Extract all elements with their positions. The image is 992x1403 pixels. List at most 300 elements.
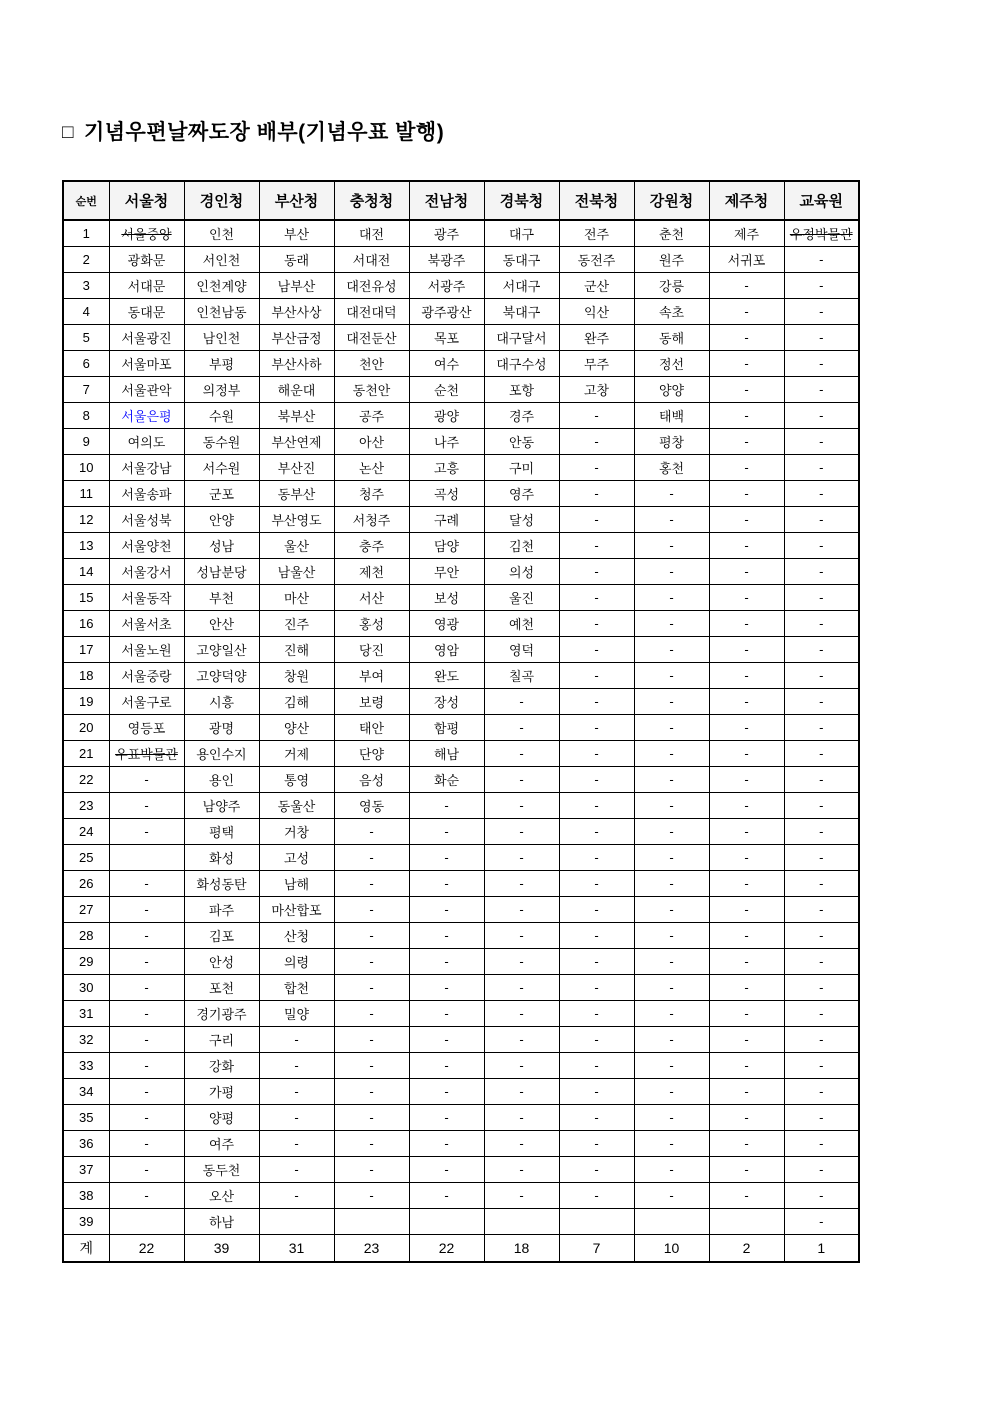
total-value-cell: 23	[334, 1235, 409, 1263]
table-cell: 영주	[484, 481, 559, 507]
table-cell: -	[634, 1183, 709, 1209]
table-cell: 광양	[409, 403, 484, 429]
total-value-cell: 39	[184, 1235, 259, 1263]
row-number-cell: 13	[63, 533, 109, 559]
table-cell: 충주	[334, 533, 409, 559]
table-cell: -	[709, 507, 784, 533]
table-cell: -	[634, 637, 709, 663]
table-cell: 제주	[709, 220, 784, 247]
table-cell: -	[559, 1183, 634, 1209]
table-cell: 함평	[409, 715, 484, 741]
table-cell: -	[484, 1131, 559, 1157]
table-cell: 남해	[259, 871, 334, 897]
table-cell: 동래	[259, 247, 334, 273]
row-number-cell: 35	[63, 1105, 109, 1131]
table-cell: 수원	[184, 403, 259, 429]
row-number-cell: 36	[63, 1131, 109, 1157]
table-cell: -	[784, 585, 859, 611]
table-cell: -	[634, 559, 709, 585]
table-cell: -	[784, 1183, 859, 1209]
table-cell: -	[409, 819, 484, 845]
table-cell: -	[334, 1105, 409, 1131]
table-cell: -	[484, 1183, 559, 1209]
table-cell: 우표박물관	[109, 741, 184, 767]
table-cell: 공주	[334, 403, 409, 429]
table-cell: -	[634, 819, 709, 845]
table-cell: -	[409, 1001, 484, 1027]
row-number-cell: 1	[63, 220, 109, 247]
row-number-cell: 27	[63, 897, 109, 923]
table-cell: -	[559, 975, 634, 1001]
table-cell: 곡성	[409, 481, 484, 507]
column-header: 충청청	[334, 181, 409, 220]
table-cell: -	[334, 897, 409, 923]
table-cell: 구례	[409, 507, 484, 533]
table-row	[63, 975, 859, 1001]
column-header: 부산청	[259, 181, 334, 220]
table-cell: -	[334, 1131, 409, 1157]
table-cell: -	[484, 819, 559, 845]
table-cell: -	[334, 923, 409, 949]
table-cell: -	[634, 611, 709, 637]
table-row	[63, 429, 859, 455]
table-cell: -	[709, 897, 784, 923]
row-number-cell: 9	[63, 429, 109, 455]
table-cell: -	[709, 533, 784, 559]
table-cell: -	[634, 767, 709, 793]
table-cell: -	[634, 1157, 709, 1183]
table-cell: 평택	[184, 819, 259, 845]
table-cell: -	[634, 507, 709, 533]
table-body	[63, 220, 859, 1262]
table-cell: -	[634, 689, 709, 715]
table-cell: -	[484, 689, 559, 715]
table-row	[63, 559, 859, 585]
table-cell: 대구수성	[484, 351, 559, 377]
table-row	[63, 767, 859, 793]
table-cell: -	[409, 923, 484, 949]
table-cell: -	[709, 1053, 784, 1079]
table-cell: -	[784, 689, 859, 715]
table-cell: 대전유성	[334, 273, 409, 299]
row-number-cell: 33	[63, 1053, 109, 1079]
table-cell: -	[784, 1053, 859, 1079]
column-header: 제주청	[709, 181, 784, 220]
table-cell: -	[784, 455, 859, 481]
table-cell: 서청주	[334, 507, 409, 533]
table-cell: -	[559, 949, 634, 975]
table-row	[63, 689, 859, 715]
table-row	[63, 1001, 859, 1027]
table-cell: -	[784, 767, 859, 793]
table-cell: 산청	[259, 923, 334, 949]
table-cell: 인천계양	[184, 273, 259, 299]
table-cell: 동천안	[334, 377, 409, 403]
table-cell: -	[409, 845, 484, 871]
table-cell: -	[484, 845, 559, 871]
table-row	[63, 845, 859, 871]
row-number-cell: 8	[63, 403, 109, 429]
table-cell: 음성	[334, 767, 409, 793]
table-cell: -	[109, 1027, 184, 1053]
table-cell: -	[484, 1027, 559, 1053]
table-row	[63, 325, 859, 351]
table-cell: 부천	[184, 585, 259, 611]
table-cell: 안동	[484, 429, 559, 455]
table-cell: -	[784, 1209, 859, 1235]
table-cell: -	[559, 1027, 634, 1053]
row-number-cell: 21	[63, 741, 109, 767]
table-cell: 울산	[259, 533, 334, 559]
row-number-cell: 2	[63, 247, 109, 273]
table-cell: -	[709, 819, 784, 845]
table-cell: 마산합포	[259, 897, 334, 923]
table-cell: 대구달서	[484, 325, 559, 351]
total-value-cell: 10	[634, 1235, 709, 1263]
table-cell: 동두천	[184, 1157, 259, 1183]
table-cell: -	[709, 715, 784, 741]
table-row	[63, 1079, 859, 1105]
table-cell: 여의도	[109, 429, 184, 455]
table-cell: -	[784, 1027, 859, 1053]
table-cell: 고성	[259, 845, 334, 871]
table-cell: -	[634, 949, 709, 975]
table-cell: -	[559, 533, 634, 559]
table-cell: -	[634, 1131, 709, 1157]
table-cell: -	[559, 819, 634, 845]
table-cell: -	[559, 767, 634, 793]
table-cell: -	[334, 1079, 409, 1105]
table-cell: -	[559, 637, 634, 663]
table-cell: 영동	[334, 793, 409, 819]
table-cell: -	[259, 1053, 334, 1079]
table-cell: -	[784, 1131, 859, 1157]
table-cell: -	[709, 845, 784, 871]
table-cell: 해운대	[259, 377, 334, 403]
table-cell: 의정부	[184, 377, 259, 403]
table-cell: -	[784, 1105, 859, 1131]
table-cell: 대전대덕	[334, 299, 409, 325]
table-cell: -	[259, 1105, 334, 1131]
table-cell: 여수	[409, 351, 484, 377]
total-value-cell: 22	[409, 1235, 484, 1263]
row-number-cell: 14	[63, 559, 109, 585]
table-cell: 하남	[184, 1209, 259, 1235]
table-cell: -	[784, 351, 859, 377]
table-cell: 오산	[184, 1183, 259, 1209]
table-cell: 전주	[559, 220, 634, 247]
table-row	[63, 507, 859, 533]
table-cell: 동수원	[184, 429, 259, 455]
table-cell: -	[484, 949, 559, 975]
row-number-cell: 28	[63, 923, 109, 949]
table-cell: 부산연제	[259, 429, 334, 455]
table-cell: -	[484, 793, 559, 819]
table-cell: -	[709, 689, 784, 715]
table-cell: 서울중앙	[109, 220, 184, 247]
row-number-cell: 38	[63, 1183, 109, 1209]
table-row	[63, 1027, 859, 1053]
table-cell: -	[784, 325, 859, 351]
table-cell: 구리	[184, 1027, 259, 1053]
total-value-cell: 1	[784, 1235, 859, 1263]
table-cell: -	[109, 1131, 184, 1157]
table-cell: -	[559, 845, 634, 871]
table-cell: 당진	[334, 637, 409, 663]
table-cell: -	[334, 1053, 409, 1079]
table-cell: 창원	[259, 663, 334, 689]
table-cell: -	[109, 1105, 184, 1131]
table-cell: -	[409, 1131, 484, 1157]
table-cell: -	[634, 715, 709, 741]
table-cell: -	[784, 897, 859, 923]
table-cell: 마산	[259, 585, 334, 611]
table-cell: -	[559, 871, 634, 897]
table-cell: 순천	[409, 377, 484, 403]
total-value-cell: 22	[109, 1235, 184, 1263]
table-cell: -	[559, 403, 634, 429]
table-cell	[409, 1209, 484, 1235]
table-cell: 용인	[184, 767, 259, 793]
table-cell: 광주광산	[409, 299, 484, 325]
table-row	[63, 1157, 859, 1183]
table-cell: 서울은평	[109, 403, 184, 429]
table-cell: 군포	[184, 481, 259, 507]
table-cell: -	[259, 1183, 334, 1209]
table-cell: -	[709, 481, 784, 507]
table-cell: 동해	[634, 325, 709, 351]
table-row	[63, 1105, 859, 1131]
table-cell: 부산사하	[259, 351, 334, 377]
table-row	[63, 637, 859, 663]
table-cell: -	[784, 819, 859, 845]
total-label-cell: 계	[63, 1235, 109, 1263]
table-cell: 광주	[409, 220, 484, 247]
row-number-cell: 10	[63, 455, 109, 481]
table-row	[63, 793, 859, 819]
table-cell: -	[559, 715, 634, 741]
page-title-text: 기념우편날짜도장 배부(기념우표 발행)	[83, 121, 445, 144]
table-cell: 장성	[409, 689, 484, 715]
table-cell: 완주	[559, 325, 634, 351]
table-cell: 영등포	[109, 715, 184, 741]
table-cell: 동대구	[484, 247, 559, 273]
row-number-cell: 23	[63, 793, 109, 819]
table-cell: 파주	[184, 897, 259, 923]
table-cell: 무주	[559, 351, 634, 377]
table-cell: 우정박물관	[784, 220, 859, 247]
table-cell: 홍성	[334, 611, 409, 637]
table-cell: 서울강남	[109, 455, 184, 481]
table-cell: -	[409, 1079, 484, 1105]
table-cell	[109, 1209, 184, 1235]
table-cell: -	[784, 637, 859, 663]
table-cell: -	[409, 871, 484, 897]
table-cell: 서수원	[184, 455, 259, 481]
table-cell: 부평	[184, 351, 259, 377]
table-cell: 영덕	[484, 637, 559, 663]
table-cell: -	[559, 793, 634, 819]
table-row	[63, 220, 859, 247]
table-cell: 달성	[484, 507, 559, 533]
table-cell: -	[484, 975, 559, 1001]
table-row	[63, 1131, 859, 1157]
table-cell: -	[109, 897, 184, 923]
row-number-cell: 26	[63, 871, 109, 897]
table-cell: -	[109, 819, 184, 845]
column-header: 강원청	[634, 181, 709, 220]
table-cell: -	[709, 767, 784, 793]
table-cell	[259, 1209, 334, 1235]
table-cell: -	[634, 871, 709, 897]
table-cell: 속초	[634, 299, 709, 325]
table-cell: 서울마포	[109, 351, 184, 377]
row-number-cell: 34	[63, 1079, 109, 1105]
table-cell: 서대구	[484, 273, 559, 299]
table-cell: 목포	[409, 325, 484, 351]
table-cell: -	[484, 741, 559, 767]
table-cell: -	[334, 871, 409, 897]
row-number-cell: 5	[63, 325, 109, 351]
table-cell: -	[784, 1001, 859, 1027]
total-value-cell: 2	[709, 1235, 784, 1263]
table-cell: 시흥	[184, 689, 259, 715]
table-cell: 청주	[334, 481, 409, 507]
table-cell: 완도	[409, 663, 484, 689]
table-cell: -	[334, 1157, 409, 1183]
table-cell: 의령	[259, 949, 334, 975]
table-cell: 광화문	[109, 247, 184, 273]
table-cell: -	[709, 637, 784, 663]
table-cell: 강릉	[634, 273, 709, 299]
table-cell: -	[709, 325, 784, 351]
table-cell: -	[484, 871, 559, 897]
total-value-cell: 7	[559, 1235, 634, 1263]
table-cell: -	[334, 1027, 409, 1053]
table-cell: 경기광주	[184, 1001, 259, 1027]
row-number-cell: 24	[63, 819, 109, 845]
page-title	[62, 116, 444, 146]
table-cell: -	[109, 1183, 184, 1209]
table-cell: 아산	[334, 429, 409, 455]
table-cell: 안산	[184, 611, 259, 637]
table-cell: -	[559, 507, 634, 533]
table-cell: -	[484, 1001, 559, 1027]
table-cell: -	[484, 1053, 559, 1079]
table-cell: -	[634, 741, 709, 767]
table-cell: 서울강서	[109, 559, 184, 585]
table-cell: -	[559, 481, 634, 507]
table-cell: -	[784, 403, 859, 429]
table-cell: -	[709, 1157, 784, 1183]
table-cell: -	[409, 793, 484, 819]
table-row	[63, 663, 859, 689]
table-cell: -	[409, 1105, 484, 1131]
table-cell: 여주	[184, 1131, 259, 1157]
table-cell: -	[709, 273, 784, 299]
table-cell	[559, 1209, 634, 1235]
row-number-cell: 37	[63, 1157, 109, 1183]
row-number-cell: 29	[63, 949, 109, 975]
table-cell: 포항	[484, 377, 559, 403]
table-cell: -	[709, 793, 784, 819]
table-cell: -	[559, 1079, 634, 1105]
table-cell: 무안	[409, 559, 484, 585]
table-header	[63, 181, 859, 220]
column-header: 경인청	[184, 181, 259, 220]
table-cell: 양양	[634, 377, 709, 403]
table-cell: 광명	[184, 715, 259, 741]
table-cell	[334, 1209, 409, 1235]
table-cell: -	[784, 533, 859, 559]
table-cell: -	[559, 897, 634, 923]
table-cell: -	[709, 559, 784, 585]
table-cell: 합천	[259, 975, 334, 1001]
table-cell: -	[709, 585, 784, 611]
total-value-cell: 31	[259, 1235, 334, 1263]
table-cell: -	[709, 949, 784, 975]
table-cell: -	[259, 1131, 334, 1157]
table-cell: 거창	[259, 819, 334, 845]
table-cell: 서대전	[334, 247, 409, 273]
table-cell: -	[484, 715, 559, 741]
table-cell: 밀양	[259, 1001, 334, 1027]
table-cell: -	[334, 949, 409, 975]
table-cell: -	[634, 663, 709, 689]
table-cell: 대전	[334, 220, 409, 247]
table-cell: 남울산	[259, 559, 334, 585]
table-cell: 서산	[334, 585, 409, 611]
table-cell	[109, 845, 184, 871]
table-cell: -	[709, 1131, 784, 1157]
table-cell: -	[559, 741, 634, 767]
table-cell: -	[784, 507, 859, 533]
table-cell: 서귀포	[709, 247, 784, 273]
table-cell: -	[634, 481, 709, 507]
table-cell: 서울성북	[109, 507, 184, 533]
table-cell: -	[334, 845, 409, 871]
table-cell: 서울서초	[109, 611, 184, 637]
table-cell: 부산사상	[259, 299, 334, 325]
table-cell: 구미	[484, 455, 559, 481]
table-cell: -	[634, 585, 709, 611]
table-cell: 영암	[409, 637, 484, 663]
row-number-cell: 12	[63, 507, 109, 533]
table-cell: -	[634, 533, 709, 559]
table-cell: 서대문	[109, 273, 184, 299]
table-cell: -	[784, 741, 859, 767]
table-cell: 화성동탄	[184, 871, 259, 897]
table-cell: 북부산	[259, 403, 334, 429]
row-number-cell: 3	[63, 273, 109, 299]
table-row	[63, 351, 859, 377]
table-cell: 통영	[259, 767, 334, 793]
table-cell: -	[559, 1105, 634, 1131]
table-cell: 태안	[334, 715, 409, 741]
table-cell: -	[634, 1053, 709, 1079]
table-cell: -	[784, 559, 859, 585]
table-cell: -	[709, 455, 784, 481]
table-cell: -	[484, 1157, 559, 1183]
table-cell: 거제	[259, 741, 334, 767]
table-cell: 부산	[259, 220, 334, 247]
table-cell: 남양주	[184, 793, 259, 819]
column-header: 순번	[63, 181, 109, 220]
table-cell: -	[484, 923, 559, 949]
table-cell: -	[634, 897, 709, 923]
table-cell: -	[634, 845, 709, 871]
table-cell: 논산	[334, 455, 409, 481]
